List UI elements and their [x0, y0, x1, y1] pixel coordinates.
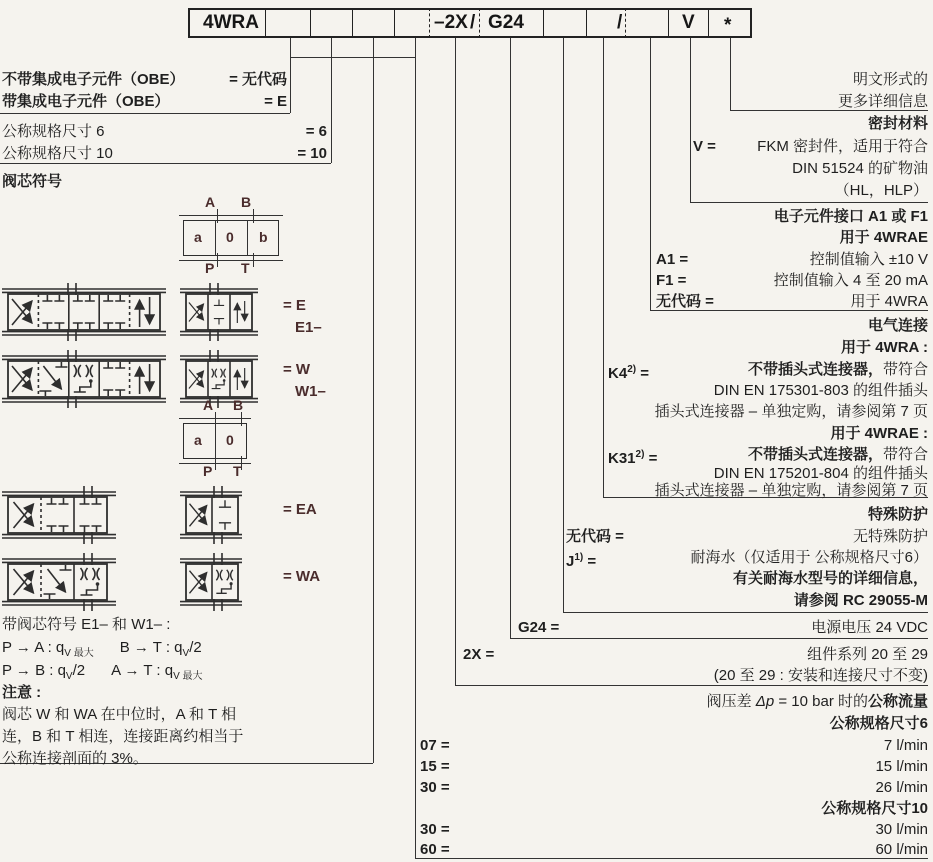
info-line-1: 明文形式的: [852, 71, 928, 88]
obe-label-1: 不带集成电子元件（OBE）: [2, 71, 185, 88]
obe-label-2: 带集成电子元件（OBE）: [2, 93, 170, 110]
series-desc-2: (20 至 29 : 安装和连接尺寸不变): [713, 667, 928, 684]
leader-line: [373, 38, 374, 763]
position-box-3: [183, 194, 279, 276]
cell-divider: [215, 423, 216, 459]
protection-note-2: 请参阅 RC 29055-M: [793, 592, 928, 609]
valve-symbol-wa-wide: [2, 551, 122, 613]
rail: [179, 215, 283, 216]
port-a-label: A: [205, 194, 216, 210]
flow-code-07: 07 =: [420, 737, 450, 754]
notes-line-1: 带阀芯符号 E1– 和 W1– :: [2, 616, 171, 633]
rule-flow: [415, 858, 928, 859]
flow-code-60: 60 =: [420, 841, 450, 858]
notes-attention-title: 注意 :: [2, 684, 42, 701]
protection-desc-none: 无特殊防护: [852, 528, 928, 545]
size-label-2: 公称规格尺寸 10: [2, 145, 113, 162]
series-desc-1: 组件系列 20 至 29: [807, 646, 928, 663]
header-divider-dashed: [479, 8, 480, 38]
notes-flow-row-2: P → B : $q_V/2$ A → T : $q_{V 最大}$: [2, 662, 203, 682]
valve-symbol-wa-narrow: [180, 551, 246, 613]
size-code-2: = 10: [297, 145, 327, 162]
protection-code-j: $J^{1)}$ =: [566, 552, 597, 570]
seal-line-2: DIN 51524 的矿物油: [792, 160, 928, 177]
electrical-k31-line-2: DIN EN 175201-804 的组件插头: [713, 465, 928, 482]
g24-desc: 电源电压 24 VDC: [811, 619, 928, 636]
leader-line: [415, 38, 416, 858]
interface-desc-none: 用于 4WRA: [850, 293, 928, 310]
valve-symbol-ea-wide: [2, 484, 122, 546]
header-divider: [543, 8, 544, 38]
electrical-desc-k4: 不带插头式连接器，带符合: [747, 361, 928, 378]
series-code: 2X =: [463, 646, 495, 663]
flow-code-30: 30 =: [420, 779, 450, 796]
interface-code-f1: F1 =: [656, 272, 687, 289]
interface-desc-f1: 控制值输入 4 至 20 mA: [773, 272, 928, 289]
pos-0: 0: [226, 229, 234, 245]
rule-size: [0, 163, 331, 164]
flow-desc-30: 26 l/min: [875, 779, 928, 796]
spool-code-e: = E: [283, 297, 306, 314]
port-p-label: P: [203, 463, 213, 479]
header-star: *: [724, 15, 732, 36]
header-divider-dashed: [625, 8, 626, 38]
spool-code-wa: = WA: [283, 568, 321, 585]
header-model: 4WRA: [203, 12, 259, 33]
leader-line: [455, 38, 456, 685]
obe-code-1: = 无代码: [229, 71, 287, 88]
tick: [253, 253, 254, 267]
port-b-label: B: [233, 397, 244, 413]
interface-code-a1: A1 =: [656, 251, 689, 268]
header-divider: [668, 8, 669, 38]
pos-a: a: [194, 229, 202, 245]
tick: [217, 253, 218, 267]
spool-section-title: 阀芯符号: [2, 173, 63, 190]
seal-code: V =: [693, 138, 716, 155]
header-slash1: /: [470, 12, 476, 33]
valve-symbol-e-narrow: [180, 281, 262, 343]
info-line-2: 更多详细信息: [837, 93, 928, 110]
protection-title: 特殊防护: [867, 506, 928, 523]
size-label-1: 公称规格尺寸 6: [2, 123, 105, 140]
header-divider: [394, 8, 395, 38]
rule-seal: [690, 202, 928, 203]
leader-line: [510, 38, 511, 638]
cell-divider: [247, 220, 248, 256]
header-slash2: /: [617, 12, 623, 33]
flow-size10-title: 公称规格尺寸10: [821, 800, 928, 817]
seal-line-1: FKM 密封件，适用于符合: [757, 138, 928, 155]
flow-code-30b: 30 =: [420, 821, 450, 838]
protection-note-1: 有关耐海水型号的详细信息，: [732, 570, 928, 587]
electrical-title: 电气连接: [867, 317, 928, 334]
header-divider-dashed: [429, 8, 430, 38]
header-divider: [310, 8, 311, 38]
leader-line: [730, 38, 731, 110]
notes-flow-row-1: P → A : $q_{V 最大}$ B → T : $q_V/2$: [2, 639, 202, 659]
electrical-k31-line-3: 插头式连接器 – 单独定购，请参阅第 7 页: [654, 482, 928, 499]
notes-body-3: 公称连接剖面的 3%。: [2, 750, 148, 767]
flow-desc-07: 7 l/min: [883, 737, 928, 754]
valve-symbol-ea-narrow: [180, 484, 246, 546]
port-b-label: B: [241, 194, 252, 210]
notes-body-1: 阀芯 W 和 WA 在中位时，A 和 T 相: [2, 706, 237, 723]
rule-protection: [563, 612, 928, 613]
port-a-label: A: [203, 397, 214, 413]
pos-0: 0: [226, 432, 234, 448]
interface-title-1: 电子元件接口 A1 或 F1: [773, 208, 928, 225]
pos-a: a: [194, 432, 202, 448]
protection-desc-j: 耐海水（仅适用于 公称规格尺寸6）: [690, 549, 928, 566]
pos-b: b: [259, 229, 268, 245]
leader-line: [603, 38, 604, 497]
interface-title-2: 用于 4WRAE: [839, 229, 928, 246]
valve-symbol-w-wide: [2, 348, 172, 410]
electrical-code-k31: $K31^{2)}$ =: [608, 449, 658, 467]
tick: [215, 456, 216, 470]
spool-code-e1: E1–: [295, 319, 322, 336]
spool-code-ea: = EA: [283, 501, 317, 518]
header-seal-code: V: [682, 12, 695, 33]
obe-code-2: = E: [264, 93, 287, 110]
notes-body-2: 连，B 和 T 相连，连接距离约相当于: [2, 728, 244, 745]
electrical-for-4wra: 用于 4WRA :: [841, 339, 928, 356]
rule-obe: [0, 113, 290, 114]
flow-title: 阀压差 Δp = 10 bar 时的公称流量: [706, 693, 928, 710]
rule-series: [455, 685, 928, 686]
rule-connector: [290, 57, 415, 58]
position-box-2: [183, 397, 247, 479]
g24-code: G24 =: [518, 619, 560, 636]
rule-g24: [510, 638, 928, 639]
spool-code-w1: W1–: [295, 383, 326, 400]
flow-code-15: 15 =: [420, 758, 450, 775]
cell-divider: [215, 220, 216, 256]
leader-line: [290, 38, 291, 113]
size-code-1: = 6: [305, 123, 327, 140]
interface-desc-a1: 控制值输入 ±10 V: [809, 251, 928, 268]
rail: [179, 260, 283, 261]
header-divider: [708, 8, 709, 38]
seal-title: 密封材料: [867, 115, 928, 132]
flow-desc-60: 60 l/min: [875, 841, 928, 858]
electrical-k4-line-3: 插头式连接器 – 单独定购，请参阅第 7 页: [654, 403, 928, 420]
header-divider: [586, 8, 587, 38]
electrical-desc-k31: 不带插头式连接器，带符合: [747, 446, 928, 463]
leader-line: [690, 38, 691, 202]
seal-line-3: （HL，HLP）: [834, 182, 928, 199]
interface-code-none: 无代码 =: [656, 293, 714, 310]
flow-size6-title: 公称规格尺寸6: [829, 715, 928, 732]
leader-line: [650, 38, 651, 310]
electrical-k4-line-2: DIN EN 175301-803 的组件插头: [713, 382, 928, 399]
header-voltage: G24: [488, 12, 524, 33]
spool-code-w: = W: [283, 361, 311, 378]
valve-symbol-e-wide: [2, 281, 172, 343]
header-series: –2X: [434, 12, 468, 33]
flow-desc-30b: 30 l/min: [875, 821, 928, 838]
flow-desc-15: 15 l/min: [875, 758, 928, 775]
header-divider: [352, 8, 353, 38]
electrical-for-4wrae: 用于 4WRAE :: [830, 425, 928, 442]
port-t-label: T: [241, 260, 250, 276]
header-divider: [265, 8, 266, 38]
electrical-code-k4: $K4^{2)}$ =: [608, 364, 650, 382]
leader-line: [563, 38, 564, 612]
port-p-label: P: [205, 260, 215, 276]
protection-code-none: 无代码 =: [566, 528, 624, 545]
port-t-label: T: [233, 463, 242, 479]
